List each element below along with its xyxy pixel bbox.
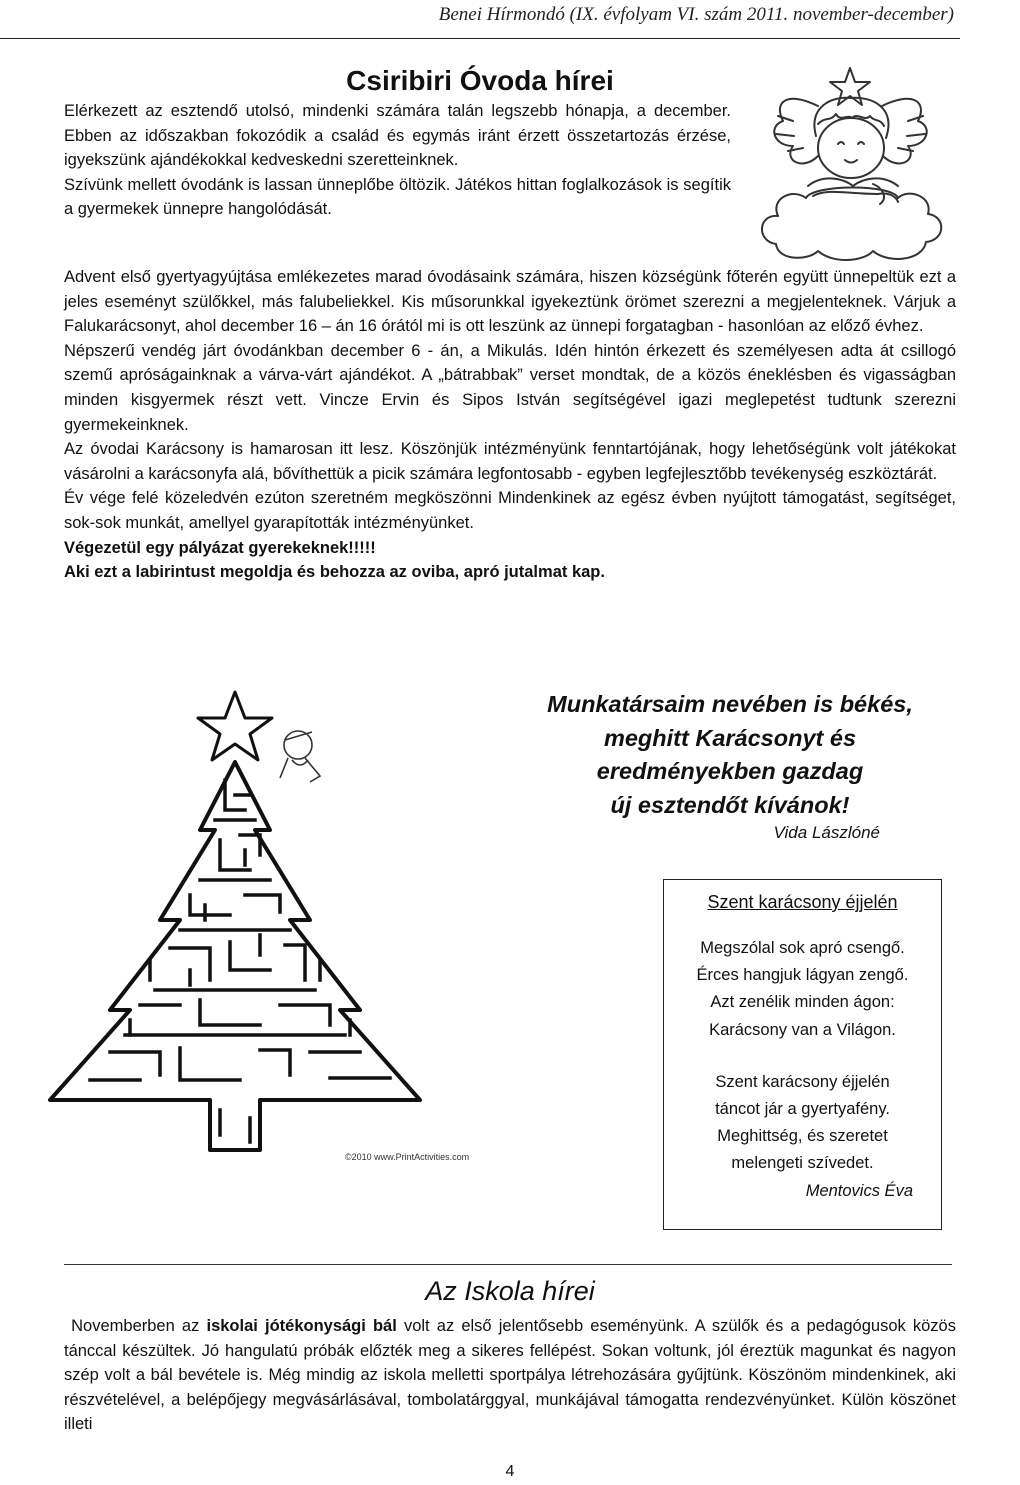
wish-line-2: meghitt Karácsonyt és [603,724,857,751]
ovoda-para-6: Év vége felé közeledvén ezúton szeretném megköszönni Mindenkinek az egész évben nyújtott támogatást, segítséget, sok-sok munkát, amellyel gyarapították intézményünket. [64,489,956,532]
poem-box [663,879,942,1230]
wish-line-4: új esztendőt kívánok! [610,791,850,818]
poem-line: táncot jár a gyertyafény. [715,1100,890,1119]
page-header [0,0,960,39]
ovoda-para-4: Népszerű vendég járt óvodánkban december 6 - án, a Mikulás. Idén hintón érkezett és személyesen adta át csillogó szemű apróságainknak a várva-várt ajándékot. A „bátrabbak” verset mondtak, de a közös éneklésben és vigasságban minden kisgyermek részt vett. Vincze Ervin és Sipos István segítségével igazi meglepetést tudtunk szerezni gyermekeinknek. [64,341,956,434]
iskola-intro: Novemberben az [71,1317,207,1335]
section-divider [64,1264,952,1265]
poem-line: Megszólal sok apró csengő. [700,939,905,957]
iskola-bold: iskolai jótékonysági bál [206,1317,397,1335]
ovoda-para-2: Szívünk mellett óvodánk is lassan ünneplőbe öltözik. Játékos hittan foglalkozások is segítik a gyermekek ünnepre hangolódását. [64,175,731,219]
wish-line-3: eredményekben gazdag [596,758,864,784]
poem-author: Mentovics Éva [805,1181,913,1200]
poem-title: Szent karácsony éjjelén [707,892,898,912]
contest-heading: Végezetül egy pályázat gyerekeknek!!!!! [64,538,376,557]
iskola-paragraph [64,1314,956,1437]
ovoda-intro [64,99,731,222]
tree-star-icon [198,692,272,760]
maze-credit: ©2010 www.PrintActivities.com [345,1152,470,1162]
header-text: Benei Hírmondó (IX. évfolyam VI. szám 2011. november-december) [438,4,954,25]
wish-signature: Vida Lászlóné [773,823,880,842]
iskola-title: Az Iskola hírei [425,1276,595,1306]
ovoda-title: Csiribiri Óvoda hírei [346,65,614,96]
poem-stanza-2 [664,1069,941,1178]
wish-line-1: Munkatársaim nevében is békés, [547,691,913,717]
poem-stanza-1 [664,935,941,1044]
poem-line: Érces hangjuk lágyan zengő. [696,966,909,985]
contest-instruction: Aki ezt a labirintust megoldja és behozza az oviba, apró jutalmat kap. [64,563,605,582]
greeting-wish [520,688,940,822]
iskola-rest: volt az első jelentősebb eseményünk. A szülők és a pedagógusok közös tánccal készültek. Jó hangulatú próbák előzték meg a sikeres fellépést. Sokan voltunk, jól éreztük magunkat és nagyon szép volt a bál bevétele is. Még mindig az iskola melletti sportpálya létrehozására gyűjtünk. Köszönöm mindenkinek, aki részvételével, a belépőjegy megvásárlásával, tombolatárggyal, munkájával támogatta rendezvényünket. Külön köszönet illeti [64,1317,956,1434]
christmas-tree-maze [30,680,470,1172]
poem-line: Azt zenélik minden ágon: [710,993,895,1012]
ovoda-para-5: Az óvodai Karácsony is hamarosan itt lesz. Köszönjük intézményünk fenntartójának, hogy lehetőségünk volt játékokat vásárolni a karácsonyfa alá, bővíthettük a picik számára legfontosabb - egyben legfejlesztőbb tevékenység eszköztárát. [64,440,956,483]
poem-line: Karácsony van a Világon. [709,1020,896,1039]
page-number: 4 [505,1463,515,1480]
angel-illustration [748,66,953,261]
ovoda-body [64,265,956,585]
ovoda-para-1: Elérkezett az esztendő utolsó, mindenki számára talán legszebb hónapja, a december. Ebben az időszakban fokozódik a család és egymás iránt érzett összetartozás érzése, igyekszünk ajándékokkal kedveskedni szeretteinknek. [64,102,731,170]
poem-line: melengeti szívedet. [731,1154,874,1173]
poem-line: Szent karácsony éjjelén [715,1072,890,1091]
poem-line: Meghittség, és szeretet [717,1127,888,1146]
ovoda-para-3: Advent első gyertyagyújtása emlékezetes marad óvodásaink számára, hiszen községünk főterén együtt ünnepeltük ezt a jeles eseményt szülőkkel, más falubeliekkel. Kis műsorunkkal igyekeztünk örömet szerezni a megjelenteknek. Várjuk a Falukarácsonyt, ahol december 16 – án 16 órától mi is ott leszünk az ünnepi forgatagban - hasonlóan az előző évhez. [64,268,956,336]
